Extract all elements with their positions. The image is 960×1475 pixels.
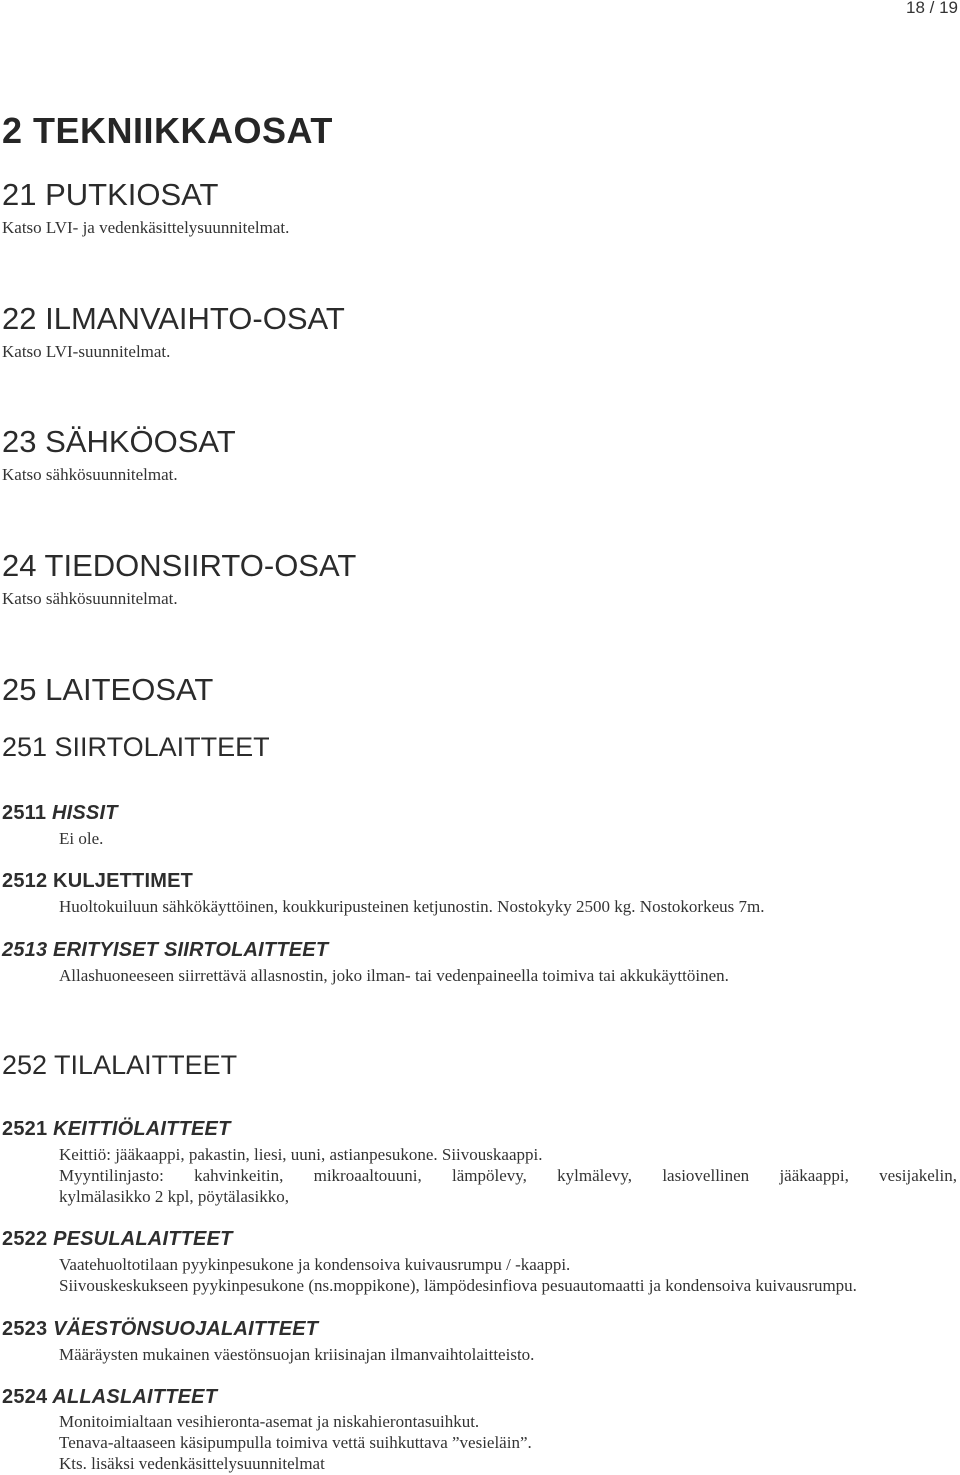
section-2524-number: 2524 <box>2 1386 48 1408</box>
section-21-text: Katso LVI- ja vedenkäsittelysuunnitelmat. <box>2 218 290 237</box>
section-2523-label: VÄESTÖNSUOJALAITTEET <box>53 1318 319 1340</box>
section-2522-line-1: Vaatehuoltotilaan pyykinpesukone ja kondensoiva kuivausrumpu / -kaappi. <box>59 1255 571 1274</box>
section-22-title: 22 ILMANVAIHTO-OSAT <box>2 301 345 336</box>
section-2521-line-1: Keittiö: jääkaappi, pakastin, liesi, uuni, astianpesukone. Siivouskaappi. <box>59 1145 543 1164</box>
section-2521-label: KEITTIÖLAITTEET <box>53 1118 231 1140</box>
section-252-title: 252 TILALAITTEET <box>2 1050 238 1080</box>
section-2522-label: PESULALAITTEET <box>53 1228 233 1250</box>
section-2513-text: Allashuoneeseen siirrettävä allasnostin, joko ilman- tai vedenpaineella toimiva tai akkukäyttöinen. <box>59 966 729 985</box>
section-2524-title <box>2 1386 217 1409</box>
section-2523-number: 2523 <box>2 1318 48 1340</box>
section-2522-title <box>2 1228 233 1251</box>
section-2522-number: 2522 <box>2 1228 48 1250</box>
section-2512-text: Huoltokuiluun sähkökäyttöinen, koukkuripusteinen ketjunostin. Nostokyky 2500 kg. Nostokorkeus 7m. <box>59 897 765 916</box>
section-251-title: 251 SIIRTOLAITTEET <box>2 732 270 762</box>
section-23-title: 23 SÄHKÖOSAT <box>2 424 236 459</box>
section-23-text: Katso sähkösuunnitelmat. <box>2 465 178 484</box>
section-2521-number: 2521 <box>2 1118 48 1140</box>
section-2511-label: HISSIT <box>51 802 118 824</box>
section-2524-line-3: Kts. lisäksi vedenkäsittelysuunnitelmat <box>59 1454 325 1473</box>
section-2521-line-2: Myyntilinjasto: kahvinkeitin, mikroaaltouuni, lämpölevy, kylmälevy, lasiovellinen jääkaappi, vesijakelin, <box>59 1166 957 1185</box>
section-2521-line-3: kylmälasikko 2 kpl, pöytälasikko, <box>59 1187 289 1206</box>
section-2524-line-1: Monitoimialtaan vesihieronta-asemat ja niskahierontasuihkut. <box>59 1412 480 1431</box>
section-2511-title <box>2 802 118 825</box>
section-24-title: 24 TIEDONSIIRTO-OSAT <box>2 548 357 583</box>
section-2523-title <box>2 1318 318 1341</box>
section-2521-title <box>2 1118 231 1141</box>
section-2524-label: ALLASLAITTEET <box>52 1386 218 1408</box>
section-2523-line-1: Määräysten mukainen väestönsuojan kriisinajan ilmanvaihtolaitteisto. <box>59 1345 535 1364</box>
section-25-title: 25 LAITEOSAT <box>2 672 214 707</box>
section-2511-text: Ei ole. <box>59 829 104 848</box>
chapter-title: 2 TEKNIIKKAOSAT <box>2 110 333 151</box>
section-22-text: Katso LVI-suunnitelmat. <box>2 342 171 361</box>
section-2511-number: 2511 <box>2 802 47 824</box>
section-2524-line-2: Tenava-altaaseen käsipumpulla toimiva vettä suihkuttava ”vesieläin”. <box>59 1433 532 1452</box>
section-2522-line-2: Siivouskeskukseen pyykinpesukone (ns.moppikone), lämpödesinfiova pesuautomaatti ja kondensoiva kuivausrumpu. <box>59 1276 857 1295</box>
section-24-text: Katso sähkösuunnitelmat. <box>2 589 178 608</box>
section-2513-title: 2513 ERITYISET SIIRTOLAITTEET <box>2 939 329 961</box>
page-number: 18 / 19 <box>906 0 958 17</box>
section-21-title: 21 PUTKIOSAT <box>2 177 219 212</box>
section-2512-title: 2512 KULJETTIMET <box>2 870 194 892</box>
